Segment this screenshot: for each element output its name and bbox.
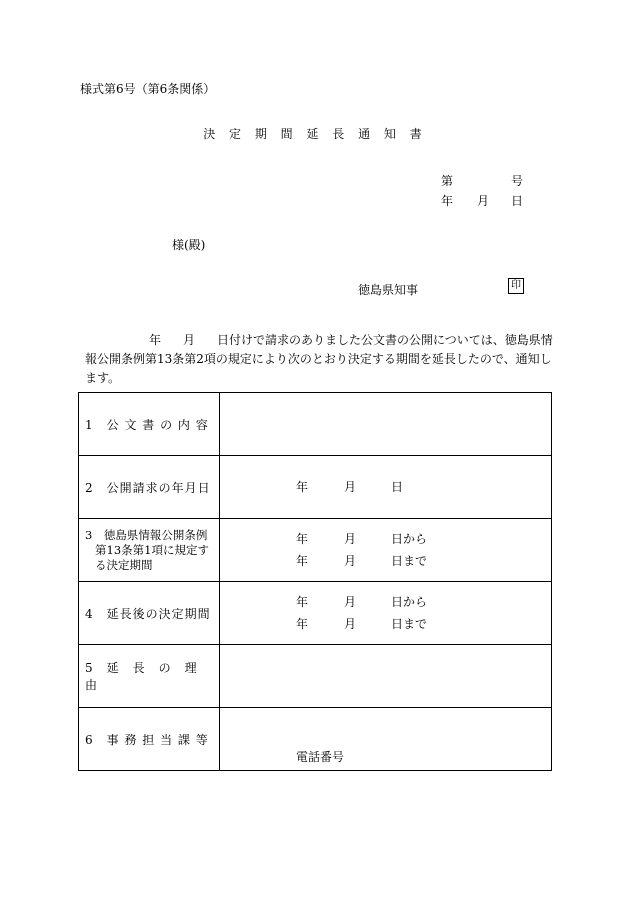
month-label: 月 bbox=[344, 595, 357, 609]
seal-mark: 印 bbox=[508, 278, 524, 294]
row-value-reason bbox=[220, 645, 552, 708]
document-title: 決 定 期 間 延 長 通 知 書 bbox=[203, 127, 427, 141]
month-label: 月 bbox=[344, 532, 357, 546]
reference-number-prefix: 第 bbox=[441, 174, 454, 188]
table-row bbox=[79, 708, 552, 771]
reference-month-label: 月 bbox=[477, 194, 490, 208]
body-text: 日付けで請求のありました公文書の公開については、徳島県情報公開条例第13条第2項の規定により次のとおり決定する期間を延長したので、通知します。 bbox=[85, 333, 553, 385]
phone-number-label: 電話番号 bbox=[296, 750, 345, 764]
label-line: る決定期間 bbox=[95, 557, 153, 572]
month-label: 月 bbox=[344, 554, 357, 568]
month-label: 月 bbox=[344, 480, 357, 494]
from-label: 日から bbox=[391, 595, 428, 609]
from-label: 日から bbox=[391, 532, 428, 546]
row-label-extended-period: 4 延長後の決定期間 bbox=[79, 582, 220, 645]
label-line: 3 徳島県情報公開条例 bbox=[85, 527, 208, 542]
row-value-content bbox=[220, 393, 552, 456]
row-value-department bbox=[220, 708, 552, 771]
body-year-label: 年 bbox=[149, 333, 162, 347]
year-label: 年 bbox=[296, 480, 309, 494]
reference-number-suffix: 号 bbox=[511, 174, 524, 188]
notice-table bbox=[78, 392, 552, 771]
reference-day-label: 日 bbox=[511, 194, 524, 208]
row-value-decision-period bbox=[220, 519, 552, 582]
row-label-content: 1 公 文 書 の 内 容 bbox=[79, 393, 220, 456]
label-line: 第13条第1項に規定す bbox=[95, 542, 209, 557]
row-value-request-date bbox=[220, 456, 552, 519]
year-label: 年 bbox=[296, 532, 309, 546]
row-label-decision-period bbox=[79, 519, 220, 582]
to-label: 日まで bbox=[391, 617, 428, 631]
recipient-honorific: 様(殿) bbox=[172, 238, 206, 252]
month-label: 月 bbox=[344, 617, 357, 631]
table-row bbox=[79, 519, 552, 582]
day-label: 日 bbox=[391, 480, 404, 494]
year-label: 年 bbox=[296, 595, 309, 609]
to-label: 日まで bbox=[391, 554, 428, 568]
table-row bbox=[79, 645, 552, 708]
row-label-request-date: 2 公開請求の年月日 bbox=[79, 456, 220, 519]
table-row bbox=[79, 393, 552, 456]
form-number-label: 様式第6号（第6条関係） bbox=[80, 82, 216, 96]
issuer-title: 徳島県知事 bbox=[358, 283, 419, 297]
body-month-label: 月 bbox=[183, 333, 196, 347]
row-value-extended-period bbox=[220, 582, 552, 645]
row-label-reason: 5 延 長 の 理 由 bbox=[79, 645, 220, 708]
reference-year-label: 年 bbox=[441, 194, 454, 208]
year-label: 年 bbox=[296, 554, 309, 568]
row-label-department: 6 事 務 担 当 課 等 bbox=[79, 708, 220, 771]
table-row bbox=[79, 582, 552, 645]
table-row bbox=[79, 456, 552, 519]
year-label: 年 bbox=[296, 617, 309, 631]
notice-body bbox=[85, 331, 560, 388]
